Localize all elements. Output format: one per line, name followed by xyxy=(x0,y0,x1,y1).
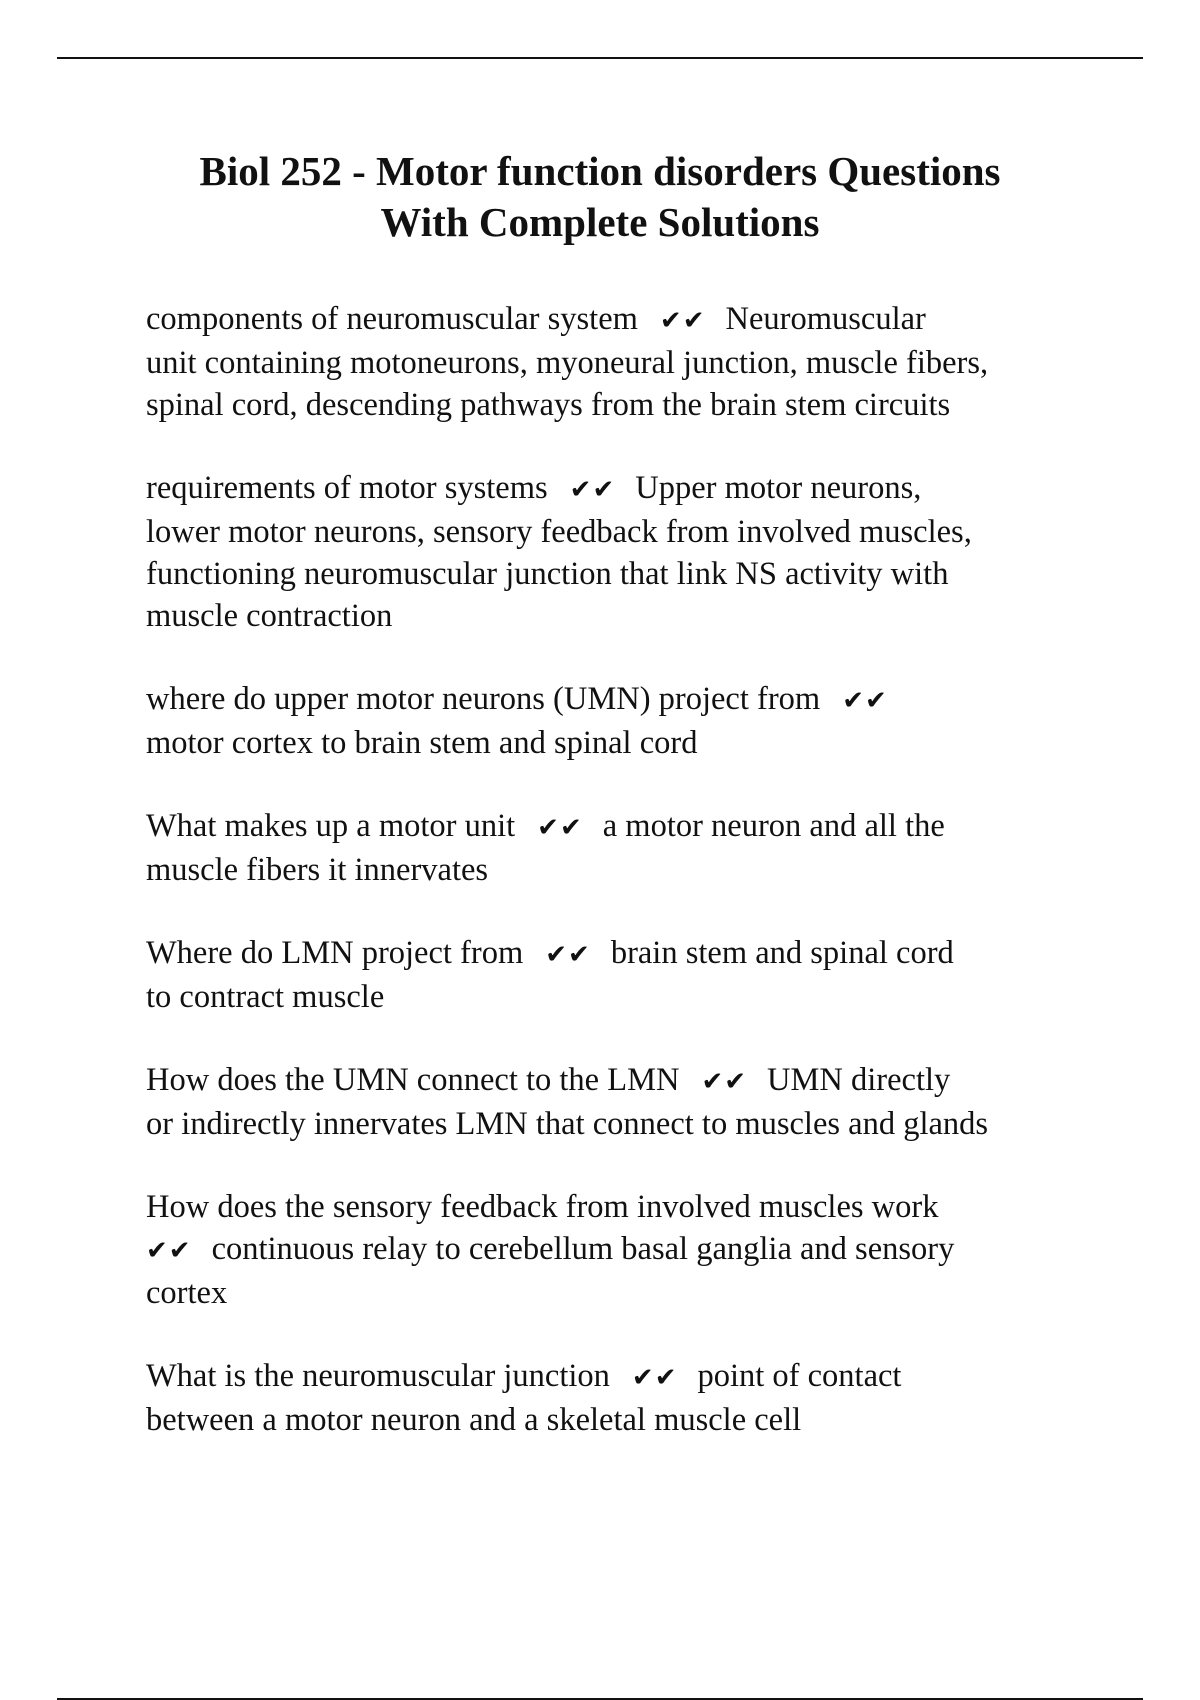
check-icon: ✔✔ xyxy=(569,475,616,505)
qa-line xyxy=(146,805,1106,849)
check-icon: ✔✔ xyxy=(537,813,583,843)
answer-line: cortex xyxy=(146,1275,228,1311)
check-icon: ✔✔ xyxy=(545,940,591,970)
check-icon: ✔✔ xyxy=(631,1363,678,1393)
header-rule xyxy=(57,57,1143,59)
answer-line: motor cortex to brain stem and spinal cord xyxy=(146,725,698,761)
answer-text: Upper motor neurons, xyxy=(635,470,922,506)
qa-line xyxy=(146,1059,1106,1103)
answer-line: spinal cord, descending pathways from the brain stem circuits xyxy=(146,387,951,423)
question-text: What is the neuromuscular junction xyxy=(146,1358,610,1394)
question-text: What makes up a motor unit xyxy=(146,808,516,844)
qa-item xyxy=(146,1186,1106,1314)
qa-item xyxy=(146,678,1106,764)
answer-line: muscle fibers it innervates xyxy=(146,852,489,888)
answer-line: functioning neuromuscular junction that link NS activity with xyxy=(146,556,949,592)
qa-item xyxy=(146,298,1106,426)
question-text: where do upper motor neurons (UMN) project from xyxy=(146,681,821,717)
title-line-2: With Complete Solutions xyxy=(380,199,820,245)
check-icon: ✔✔ xyxy=(146,1236,192,1266)
answer-line: between a motor neuron and a skeletal muscle cell xyxy=(146,1402,802,1438)
answer-text: point of contact xyxy=(697,1358,902,1394)
check-icon: ✔✔ xyxy=(659,306,706,336)
qa-line xyxy=(146,932,1106,976)
answer-text: UMN directly xyxy=(767,1062,951,1098)
answer-line: muscle contraction xyxy=(146,598,393,634)
answer-text: brain stem and spinal cord xyxy=(610,935,954,971)
answer-line: to contract muscle xyxy=(146,979,385,1015)
title-line-1: Biol 252 - Motor function disorders Questions xyxy=(199,148,1001,194)
qa-list xyxy=(146,298,1106,1482)
question-text: components of neuromuscular system xyxy=(146,301,638,337)
answer-line: or indirectly innervates LMN that connect to muscles and glands xyxy=(146,1106,989,1142)
qa-line xyxy=(146,298,1106,342)
question-text: Where do LMN project from xyxy=(146,935,524,971)
answer-text: continuous relay to cerebellum basal ganglia and sensory xyxy=(211,1231,955,1267)
answer-text: Neuromuscular xyxy=(725,301,926,337)
qa-line xyxy=(146,678,1106,722)
qa-item xyxy=(146,932,1106,1018)
question-text: How does the sensory feedback from involved muscles work xyxy=(146,1189,939,1225)
answer-line: lower motor neurons, sensory feedback from involved muscles, xyxy=(146,514,972,550)
qa-item xyxy=(146,1355,1106,1441)
qa-line xyxy=(146,467,1106,511)
qa-line xyxy=(146,1228,1106,1272)
qa-item xyxy=(146,1059,1106,1145)
answer-line: unit containing motoneurons, myoneural junction, muscle fibers, xyxy=(146,345,989,381)
question-text: How does the UMN connect to the LMN xyxy=(146,1062,680,1098)
qa-item xyxy=(146,467,1106,637)
check-icon: ✔✔ xyxy=(701,1067,748,1097)
qa-item xyxy=(146,805,1106,891)
qa-line xyxy=(146,1355,1106,1399)
answer-text: a motor neuron and all the xyxy=(602,808,945,844)
check-icon: ✔✔ xyxy=(842,686,888,716)
question-text: requirements of motor systems xyxy=(146,470,548,506)
page-title xyxy=(100,146,1100,248)
